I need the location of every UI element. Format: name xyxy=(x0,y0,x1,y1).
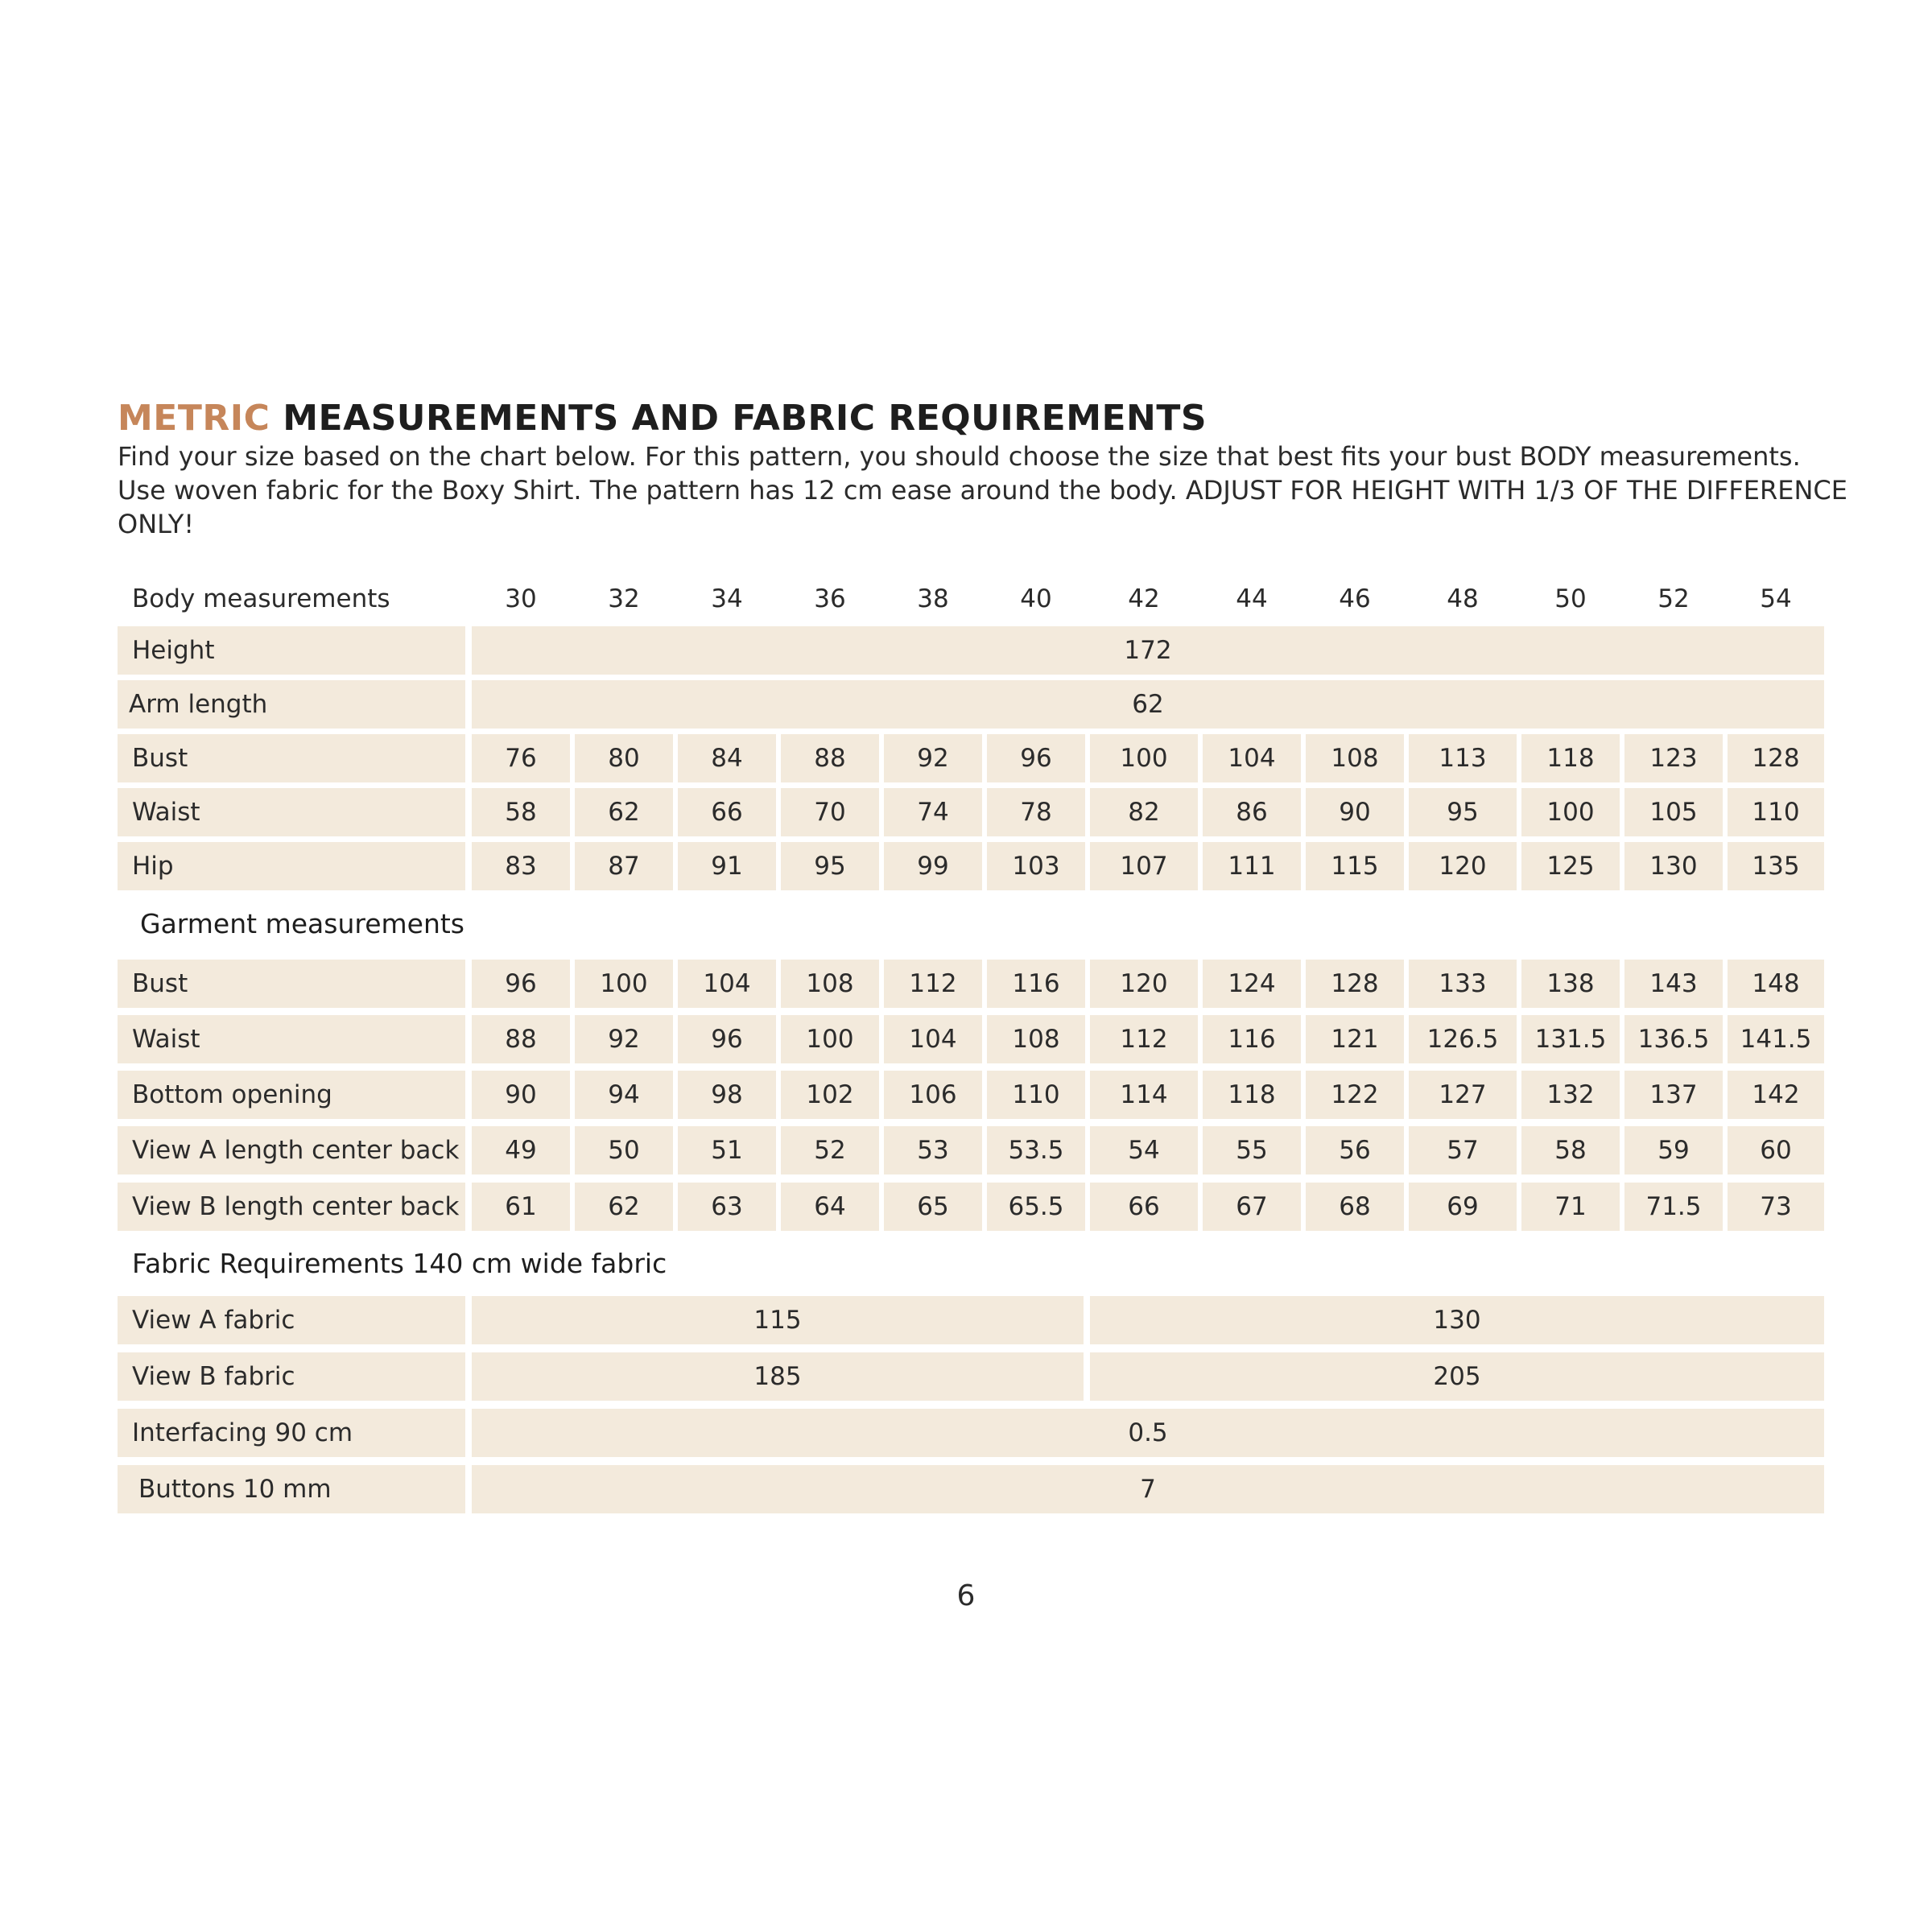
intro-line-3: ONLY! xyxy=(118,509,195,539)
table-cell: 107 xyxy=(1090,842,1198,890)
page-number: 6 xyxy=(956,1579,976,1612)
table-cell: 60 xyxy=(1728,1126,1824,1174)
size-header: 36 xyxy=(814,584,846,613)
table-cell: 132 xyxy=(1521,1071,1620,1119)
row-value: 62 xyxy=(472,680,1824,729)
table-cell: 112 xyxy=(1090,1015,1198,1063)
size-header: 32 xyxy=(608,584,640,613)
title-rest: MEASUREMENTS AND FABRIC REQUIREMENTS xyxy=(270,398,1208,439)
table-cell: 69 xyxy=(1409,1183,1517,1231)
table-cell: 108 xyxy=(1306,734,1404,782)
table-row xyxy=(118,788,1824,836)
table-cell: 136.5 xyxy=(1624,1015,1723,1063)
table-cell: 142 xyxy=(1728,1071,1824,1119)
row-value: 172 xyxy=(472,626,1824,675)
row-label: Waist xyxy=(118,788,465,836)
table-cell: 104 xyxy=(884,1015,982,1063)
size-header: 48 xyxy=(1447,584,1479,613)
table-cell: 63 xyxy=(678,1183,776,1231)
table-cell: 111 xyxy=(1203,842,1301,890)
table-cell: 104 xyxy=(678,960,776,1008)
table-cell: 125 xyxy=(1521,842,1620,890)
fabric-value-small-sizes: 115 xyxy=(472,1296,1084,1344)
table-cell: 64 xyxy=(781,1183,879,1231)
table-row xyxy=(118,1465,1824,1513)
row-label: Buttons 10 mm xyxy=(118,1465,465,1513)
table-cell: 68 xyxy=(1306,1183,1404,1231)
row-value: 0.5 xyxy=(472,1409,1824,1457)
table-cell: 88 xyxy=(472,1015,570,1063)
size-header: 52 xyxy=(1657,584,1690,613)
table-cell: 51 xyxy=(678,1126,776,1174)
table-cell: 71 xyxy=(1521,1183,1620,1231)
table-cell: 100 xyxy=(1521,788,1620,836)
row-label: Bust xyxy=(118,960,465,1008)
table-cell: 83 xyxy=(472,842,570,890)
section-heading-garment: Garment measurements xyxy=(140,908,464,939)
table-cell: 130 xyxy=(1624,842,1723,890)
table-cell: 82 xyxy=(1090,788,1198,836)
table-cell: 104 xyxy=(1203,734,1301,782)
table-cell: 127 xyxy=(1409,1071,1517,1119)
table-cell: 53 xyxy=(884,1126,982,1174)
fabric-value-small-sizes: 185 xyxy=(472,1352,1084,1401)
body-header-row xyxy=(118,575,1824,623)
table-cell: 88 xyxy=(781,734,879,782)
table-cell: 138 xyxy=(1521,960,1620,1008)
table-cell: 56 xyxy=(1306,1126,1404,1174)
table-cell: 49 xyxy=(472,1126,570,1174)
table-cell: 118 xyxy=(1521,734,1620,782)
table-cell: 116 xyxy=(987,960,1085,1008)
table-cell: 90 xyxy=(472,1071,570,1119)
row-label: View A length center back xyxy=(118,1126,465,1174)
table-cell: 67 xyxy=(1203,1183,1301,1231)
body-header-label: Body measurements xyxy=(132,584,390,613)
size-header: 44 xyxy=(1236,584,1268,613)
table-cell: 120 xyxy=(1409,842,1517,890)
table-cell: 54 xyxy=(1090,1126,1198,1174)
table-cell: 50 xyxy=(575,1126,673,1174)
table-cell: 66 xyxy=(678,788,776,836)
size-header: 54 xyxy=(1760,584,1792,613)
table-cell: 65.5 xyxy=(987,1183,1085,1231)
table-cell: 57 xyxy=(1409,1126,1517,1174)
row-label: View B fabric xyxy=(118,1352,465,1401)
table-row xyxy=(118,1126,1824,1174)
row-label: Bust xyxy=(118,734,465,782)
table-cell: 121 xyxy=(1306,1015,1404,1063)
table-cell: 131.5 xyxy=(1521,1015,1620,1063)
table-cell: 112 xyxy=(884,960,982,1008)
intro-text xyxy=(118,440,1848,541)
row-label: View A fabric xyxy=(118,1296,465,1344)
table-row xyxy=(118,626,1824,675)
table-cell: 94 xyxy=(575,1071,673,1119)
table-cell: 96 xyxy=(472,960,570,1008)
table-row xyxy=(118,960,1824,1008)
table-cell: 124 xyxy=(1203,960,1301,1008)
table-cell: 92 xyxy=(884,734,982,782)
table-cell: 52 xyxy=(781,1126,879,1174)
table-row xyxy=(118,680,1824,729)
table-cell: 100 xyxy=(575,960,673,1008)
section-heading-fabric: Fabric Requirements 140 cm wide fabric xyxy=(132,1248,667,1279)
page-title xyxy=(118,398,1207,439)
table-cell: 137 xyxy=(1624,1071,1723,1119)
table-cell: 116 xyxy=(1203,1015,1301,1063)
table-row xyxy=(118,1015,1824,1063)
table-cell: 105 xyxy=(1624,788,1723,836)
table-cell: 108 xyxy=(987,1015,1085,1063)
table-cell: 110 xyxy=(987,1071,1085,1119)
table-row xyxy=(118,1352,1824,1401)
row-value: 7 xyxy=(472,1465,1824,1513)
size-header: 40 xyxy=(1020,584,1052,613)
table-cell: 91 xyxy=(678,842,776,890)
row-label: View B length center back xyxy=(118,1183,465,1231)
table-row xyxy=(118,842,1824,890)
table-row xyxy=(118,1071,1824,1119)
fabric-value-large-sizes: 205 xyxy=(1090,1352,1824,1401)
table-cell: 53.5 xyxy=(987,1126,1085,1174)
table-cell: 114 xyxy=(1090,1071,1198,1119)
table-cell: 95 xyxy=(781,842,879,890)
table-cell: 71.5 xyxy=(1624,1183,1723,1231)
table-cell: 120 xyxy=(1090,960,1198,1008)
row-label: Hip xyxy=(118,842,465,890)
table-cell: 78 xyxy=(987,788,1085,836)
table-cell: 118 xyxy=(1203,1071,1301,1119)
table-row xyxy=(118,1409,1824,1457)
table-cell: 92 xyxy=(575,1015,673,1063)
intro-line-1: Find your size based on the chart below. For this pattern, you should choose the size that best fits your bust BODY measurements. xyxy=(118,441,1801,472)
size-header: 30 xyxy=(505,584,537,613)
table-cell: 62 xyxy=(575,788,673,836)
table-cell: 100 xyxy=(781,1015,879,1063)
table-cell: 100 xyxy=(1090,734,1198,782)
table-cell: 102 xyxy=(781,1071,879,1119)
table-cell: 110 xyxy=(1728,788,1824,836)
table-cell: 76 xyxy=(472,734,570,782)
table-cell: 141.5 xyxy=(1728,1015,1824,1063)
table-cell: 65 xyxy=(884,1183,982,1231)
table-cell: 128 xyxy=(1306,960,1404,1008)
table-cell: 80 xyxy=(575,734,673,782)
title-accent: METRIC xyxy=(118,398,270,439)
table-cell: 95 xyxy=(1409,788,1517,836)
table-cell: 87 xyxy=(575,842,673,890)
size-header: 50 xyxy=(1554,584,1587,613)
row-label: Arm length xyxy=(118,680,465,729)
table-cell: 96 xyxy=(987,734,1085,782)
table-cell: 61 xyxy=(472,1183,570,1231)
table-cell: 113 xyxy=(1409,734,1517,782)
table-cell: 58 xyxy=(472,788,570,836)
table-cell: 122 xyxy=(1306,1071,1404,1119)
row-label: Waist xyxy=(118,1015,465,1063)
table-row xyxy=(118,1296,1824,1344)
table-cell: 70 xyxy=(781,788,879,836)
table-cell: 58 xyxy=(1521,1126,1620,1174)
table-cell: 66 xyxy=(1090,1183,1198,1231)
table-cell: 143 xyxy=(1624,960,1723,1008)
table-cell: 73 xyxy=(1728,1183,1824,1231)
row-label: Interfacing 90 cm xyxy=(118,1409,465,1457)
size-header: 38 xyxy=(917,584,949,613)
size-header: 46 xyxy=(1339,584,1371,613)
table-cell: 55 xyxy=(1203,1126,1301,1174)
table-row xyxy=(118,734,1824,782)
intro-line-2: Use woven fabric for the Boxy Shirt. The pattern has 12 cm ease around the body. ADJUST FOR HEIGHT WITH 1/3 OF THE DIFFERENCE xyxy=(118,475,1847,506)
table-cell: 123 xyxy=(1624,734,1723,782)
table-cell: 106 xyxy=(884,1071,982,1119)
table-cell: 62 xyxy=(575,1183,673,1231)
size-header: 42 xyxy=(1128,584,1160,613)
table-cell: 59 xyxy=(1624,1126,1723,1174)
table-row xyxy=(118,1183,1824,1231)
table-cell: 86 xyxy=(1203,788,1301,836)
row-label: Height xyxy=(118,626,465,675)
table-cell: 103 xyxy=(987,842,1085,890)
size-header: 34 xyxy=(711,584,743,613)
table-cell: 98 xyxy=(678,1071,776,1119)
table-cell: 90 xyxy=(1306,788,1404,836)
fabric-value-large-sizes: 130 xyxy=(1090,1296,1824,1344)
row-label: Bottom opening xyxy=(118,1071,465,1119)
table-cell: 133 xyxy=(1409,960,1517,1008)
table-cell: 99 xyxy=(884,842,982,890)
table-cell: 126.5 xyxy=(1409,1015,1517,1063)
table-cell: 128 xyxy=(1728,734,1824,782)
table-cell: 74 xyxy=(884,788,982,836)
table-cell: 108 xyxy=(781,960,879,1008)
table-cell: 115 xyxy=(1306,842,1404,890)
table-cell: 84 xyxy=(678,734,776,782)
table-cell: 148 xyxy=(1728,960,1824,1008)
table-cell: 96 xyxy=(678,1015,776,1063)
table-cell: 135 xyxy=(1728,842,1824,890)
